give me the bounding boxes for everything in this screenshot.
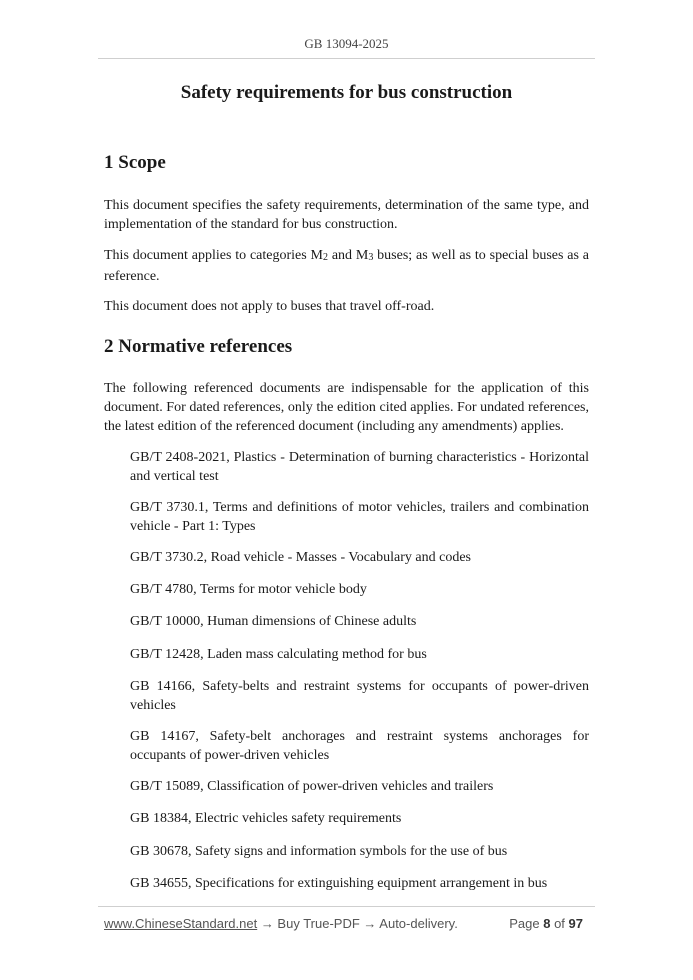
reference-item: GB/T 10000, Human dimensions of Chinese adults — [130, 614, 417, 629]
reference-item: GB/T 2408-2021, Plastics - Determination of burning characteristics - Horizontal and vertical test — [130, 450, 589, 484]
reference-item: GB/T 3730.1, Terms and definitions of motor vehicles, trailers and combination vehicle - Part 1: Types — [130, 500, 589, 534]
current-page-number: 8 — [543, 916, 551, 931]
reference-item: GB 14166, Safety-belts and restraint systems for occupants of power-driven vehicles — [130, 679, 589, 713]
section-heading-normative-references: 2 Normative references — [104, 336, 293, 357]
reference-item: GB 14167, Safety-belt anchorages and restraint systems anchorages for occupants of power-driven vehicles — [130, 729, 589, 763]
reference-item: GB/T 4780, Terms for motor vehicle body — [130, 582, 367, 597]
total-page-count: 97 — [568, 916, 583, 931]
page-indicator: Page 8 of 97 — [509, 916, 583, 931]
scope-paragraph-1: This document specifies the safety requirements, determination of the same type, and implementation of the standard for bus construction. — [104, 198, 589, 232]
reference-item: GB/T 15089, Classification of power-driven vehicles and trailers — [130, 779, 494, 794]
reference-item: GB 34655, Specifications for extinguishing equipment arrangement in bus — [130, 876, 548, 891]
scope-paragraph-2: This document applies to categories $M_2$ and $M_3$ buses; as well as to special buses as a reference. — [104, 248, 589, 284]
header-divider — [98, 58, 595, 59]
reference-item: GB 30678, Safety signs and information symbols for the use of bus — [130, 844, 508, 859]
page-footer — [104, 916, 583, 931]
footer-divider — [98, 906, 595, 907]
running-header: GB 13094-2025 — [304, 36, 389, 51]
section-heading-scope: 1 Scope — [104, 152, 166, 173]
footer-tagline: → Buy True-PDF → Auto-delivery. — [257, 916, 458, 931]
reference-item: GB/T 3730.2, Road vehicle - Masses - Vocabulary and codes — [130, 550, 471, 565]
reference-item: GB 18384, Electric vehicles safety requirements — [130, 811, 402, 826]
normative-intro-paragraph: The following referenced documents are indispensable for the application of this document. For dated references, only the edition cited applies. For undated references, the latest edition of the referenced document (including any amendments) applies. — [104, 381, 589, 434]
site-link[interactable]: www.ChineseStandard.net — [104, 916, 258, 931]
reference-item: GB/T 12428, Laden mass calculating method for bus — [130, 647, 427, 662]
document-title: Safety requirements for bus construction — [180, 82, 513, 103]
scope-paragraph-3: This document does not apply to buses that travel off-road. — [104, 299, 435, 314]
